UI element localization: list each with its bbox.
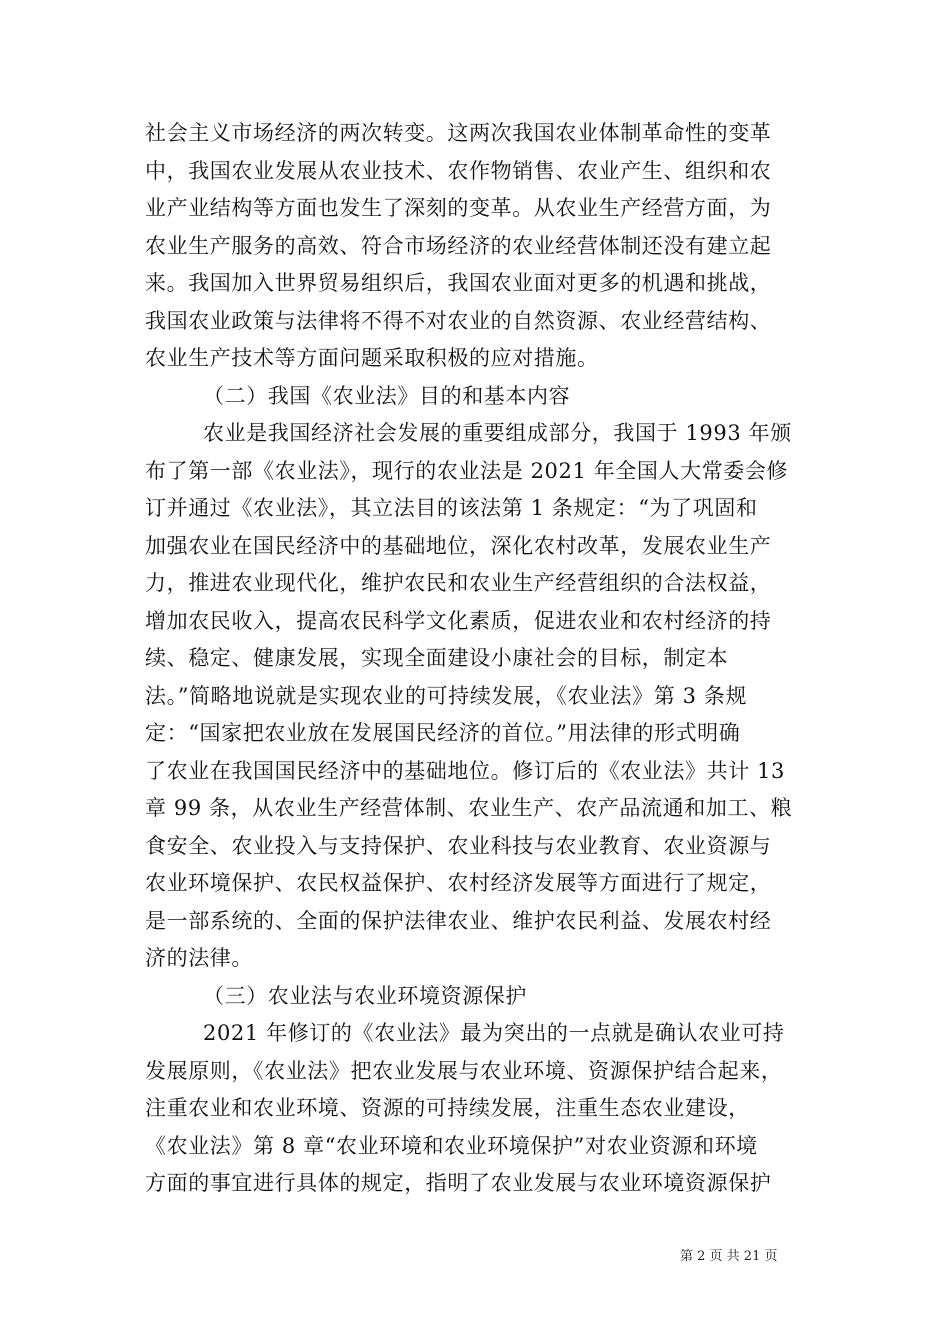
page-number-footer: 第 2 页 共 21 页 bbox=[680, 1249, 778, 1264]
text-line: 2021 年修订的《农业法》最为突出的一点就是确认农业可持 bbox=[203, 1021, 785, 1045]
text-line: 法。”简略地说就是实现农业的可持续发展，《农业法》第 3 条规 bbox=[145, 684, 748, 708]
text-line: 了农业在我国国民经济中的基础地位。修订后的《农业法》共计 13 bbox=[145, 759, 785, 783]
text-line: 增加农民收入，提高农民科学文化素质，促进农业和农村经济的持 bbox=[145, 609, 772, 633]
text-line: 社会主义市场经济的两次转变。这两次我国农业体制革命性的变革 bbox=[145, 121, 772, 145]
text-line: 力，推进农业现代化，维护农民和农业生产经营组织的合法权益， bbox=[145, 571, 772, 595]
text-line: 农业是我国经济社会发展的重要组成部分，我国于 1993 年颁 bbox=[203, 421, 792, 445]
section-heading: （三）农业法与农业环境资源保护 bbox=[203, 984, 527, 1008]
text-line: 加强农业在国民经济中的基础地位，深化农村改革，发展农业生产 bbox=[145, 534, 772, 558]
text-line: 我国农业政策与法律将不得不对农业的自然资源、农业经营结构、 bbox=[145, 309, 772, 333]
text-line: 注重农业和农业环境、资源的可持续发展，注重生态农业建设， bbox=[145, 1096, 750, 1120]
text-line: 农业环境保护、农民权益保护、农村经济发展等方面进行了规定， bbox=[145, 871, 772, 895]
text-line: 农业生产服务的高效、符合市场经济的农业经营体制还没有建立起 bbox=[145, 234, 772, 258]
text-line: 济的法律。 bbox=[145, 946, 253, 970]
text-line: 中，我国农业发展从农业技术、农作物销售、农业产生、组织和农 bbox=[145, 159, 772, 183]
text-line: 布了第一部《农业法》，现行的农业法是 2021 年全国人大常委会修 bbox=[145, 459, 789, 483]
text-line: 来。我国加入世界贸易组织后，我国农业面对更多的机遇和挑战， bbox=[145, 271, 772, 295]
text-line: 方面的事宜进行具体的规定，指明了农业发展与农业环境资源保护 bbox=[145, 1171, 772, 1195]
section-heading: （二）我国《农业法》目的和基本内容 bbox=[203, 384, 571, 408]
text-line: 续、稳定、健康发展，实现全面建设小康社会的目标，制定本 bbox=[145, 646, 729, 670]
text-line: 定：“国家把农业放在发展国民经济的首位。”用法律的形式明确 bbox=[145, 721, 741, 745]
text-line: 发展原则，《农业法》把农业发展与农业环境、资源保护结合起来， bbox=[145, 1059, 783, 1083]
text-line: 章 99 条，从农业生产经营体制、农业生产、农产品流通和加工、粮 bbox=[145, 796, 793, 820]
text-line: 订并通过《农业法》，其立法目的该法第 1 条规定：“为了巩固和 bbox=[145, 496, 758, 520]
text-line: 食安全、农业投入与支持保护、农业科技与农业教育、农业资源与 bbox=[145, 834, 772, 858]
text-line: 是一部系统的、全面的保护法律农业、维护农民利益、发展农村经 bbox=[145, 909, 772, 933]
text-line: 《农业法》第 8 章“农业环境和农业环境保护”对农业资源和环境 bbox=[145, 1134, 758, 1158]
text-line: 农业生产技术等方面问题采取积极的应对措施。 bbox=[145, 346, 599, 370]
text-line: 业产业结构等方面也发生了深刻的变革。从农业生产经营方面，为 bbox=[145, 196, 772, 220]
